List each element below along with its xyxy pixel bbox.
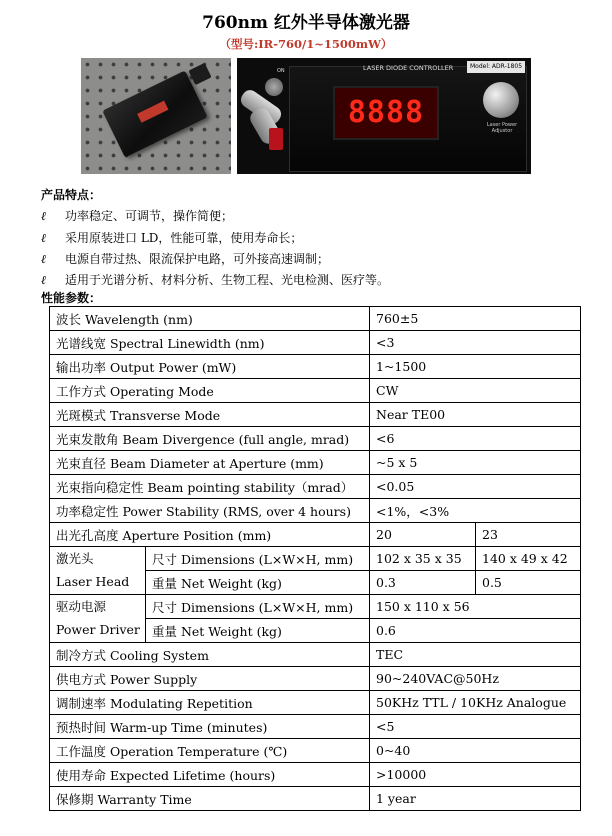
spec-table <box>49 306 581 811</box>
spec-label: 制冷方式 Cooling System <box>50 643 370 667</box>
bullet-icon: ℓ <box>41 273 46 287</box>
spec-label: 工作温度 Operation Temperature (℃) <box>50 739 370 763</box>
power-driver-group <box>50 595 146 643</box>
controller-panel-title: LASER DIODE CONTROLLER <box>363 64 454 72</box>
table-row <box>50 403 581 427</box>
spec-value: >10000 <box>370 763 581 787</box>
feature-text: 采用原装进口 LD，性能可靠，使用寿命长； <box>65 231 303 245</box>
spec-label: 调制速率 Modulating Repetition <box>50 691 370 715</box>
specs-title: 性能参数： <box>41 291 102 305</box>
spec-value: 760±5 <box>370 307 581 331</box>
group-name-en: Laser Head <box>56 574 130 589</box>
spec-value: 0.3 <box>370 571 476 595</box>
spec-label: 尺寸 Dimensions (L×W×H, mm) <box>146 547 370 571</box>
table-row <box>50 499 581 523</box>
spec-label: 供电方式 Power Supply <box>50 667 370 691</box>
feature-item <box>41 229 302 246</box>
feature-text: 适用于光谱分析、材料分析、生物工程、光电检测、医疗等。 <box>65 273 390 287</box>
spec-label: 重量 Net Weight (kg) <box>146 619 370 643</box>
spec-value: TEC <box>370 643 581 667</box>
spec-value: 0~40 <box>370 739 581 763</box>
spec-label: 预热时间 Warm-up Time (minutes) <box>50 715 370 739</box>
feature-text: 电源自带过热、限流保护电路，可外接高速调制； <box>65 252 330 266</box>
feature-item <box>41 250 329 267</box>
group-name-cn: 激光头 <box>56 551 94 566</box>
table-row <box>50 667 581 691</box>
power-switch <box>269 128 283 150</box>
spec-value: <6 <box>370 427 581 451</box>
spec-value: 1~1500 <box>370 355 581 379</box>
bullet-icon: ℓ <box>41 209 46 223</box>
led-display: 8888 <box>333 86 439 140</box>
table-row <box>50 355 581 379</box>
laser-warning-label <box>137 101 168 123</box>
table-row <box>50 331 581 355</box>
spec-value: 102 x 35 x 35 <box>370 547 476 571</box>
spec-label: 出光孔高度 Aperture Position (mm) <box>50 523 370 547</box>
spec-value: 140 x 49 x 42 <box>476 547 581 571</box>
table-row <box>50 763 581 787</box>
table-row <box>50 307 581 331</box>
table-row <box>50 523 581 547</box>
table-row <box>50 595 581 619</box>
spec-label: 保修期 Warranty Time <box>50 787 370 811</box>
spec-label: 尺寸 Dimensions (L×W×H, mm) <box>146 595 370 619</box>
spec-value: 90~240VAC@50Hz <box>370 667 581 691</box>
spec-value: 20 <box>370 523 476 547</box>
table-row <box>50 643 581 667</box>
spec-value: 23 <box>476 523 581 547</box>
table-row <box>50 379 581 403</box>
spec-label: 工作方式 Operating Mode <box>50 379 370 403</box>
features-title: 产品特点： <box>41 188 102 202</box>
table-row <box>50 547 581 571</box>
laser-head-group <box>50 547 146 595</box>
spec-value: <1%，<3% <box>370 499 581 523</box>
bullet-icon: ℓ <box>41 231 46 245</box>
spec-value: <3 <box>370 331 581 355</box>
feature-item <box>41 207 233 224</box>
spec-label: 使用寿命 Expected Lifetime (hours) <box>50 763 370 787</box>
spec-value: <0.05 <box>370 475 581 499</box>
spec-label: 光束直径 Beam Diameter at Aperture (mm) <box>50 451 370 475</box>
table-row <box>50 475 581 499</box>
controller-model-label: Model: ADR-1805 <box>467 61 525 73</box>
feature-text: 功率稳定、可调节，操作简便； <box>65 209 234 223</box>
group-name-cn: 驱动电源 <box>56 599 107 614</box>
model-subtitle: （型号:IR-760/1~1500mW） <box>219 37 393 51</box>
laser-head-body <box>102 70 207 157</box>
power-knob-icon <box>483 82 519 118</box>
spec-value: 0.5 <box>476 571 581 595</box>
spec-label: 光斑模式 Transverse Mode <box>50 403 370 427</box>
table-row <box>50 691 581 715</box>
spec-label: 输出功率 Output Power (mW) <box>50 355 370 379</box>
spec-value: 1 year <box>370 787 581 811</box>
spec-value: 150 x 110 x 56 <box>370 595 581 619</box>
spec-label: 波长 Wavelength (nm) <box>50 307 370 331</box>
controller-photo <box>237 58 531 174</box>
page-title: 760nm 红外半导体激光器 <box>202 13 410 33</box>
spec-value: Near TE00 <box>370 403 581 427</box>
table-row <box>50 451 581 475</box>
spec-label: 光束指向稳定性 Beam pointing stability（mrad） <box>50 475 370 499</box>
feature-item <box>41 271 389 288</box>
laser-head-photo <box>81 58 231 174</box>
bullet-icon: ℓ <box>41 252 46 266</box>
spec-value: <5 <box>370 715 581 739</box>
spec-label: 重量 Net Weight (kg) <box>146 571 370 595</box>
table-row <box>50 739 581 763</box>
switch-on-label: ON <box>277 68 285 74</box>
table-row <box>50 787 581 811</box>
spec-value: CW <box>370 379 581 403</box>
spec-label: 功率稳定性 Power Stability (RMS, over 4 hours) <box>50 499 370 523</box>
spec-label: 光束发散角 Beam Divergence (full angle, mrad) <box>50 427 370 451</box>
key-lock-icon <box>265 78 283 96</box>
spec-label: 光谱线宽 Spectral Linewidth (nm) <box>50 331 370 355</box>
table-row <box>50 427 581 451</box>
spec-value: ~5 x 5 <box>370 451 581 475</box>
spec-value: 50KHz TTL / 10KHz Analogue <box>370 691 581 715</box>
group-name-en: Power Driver <box>56 622 140 637</box>
laser-aperture-cap <box>188 63 211 85</box>
knob-label: Laser Power Adjustor <box>486 122 518 134</box>
table-row <box>50 715 581 739</box>
spec-value: 0.6 <box>370 619 581 643</box>
